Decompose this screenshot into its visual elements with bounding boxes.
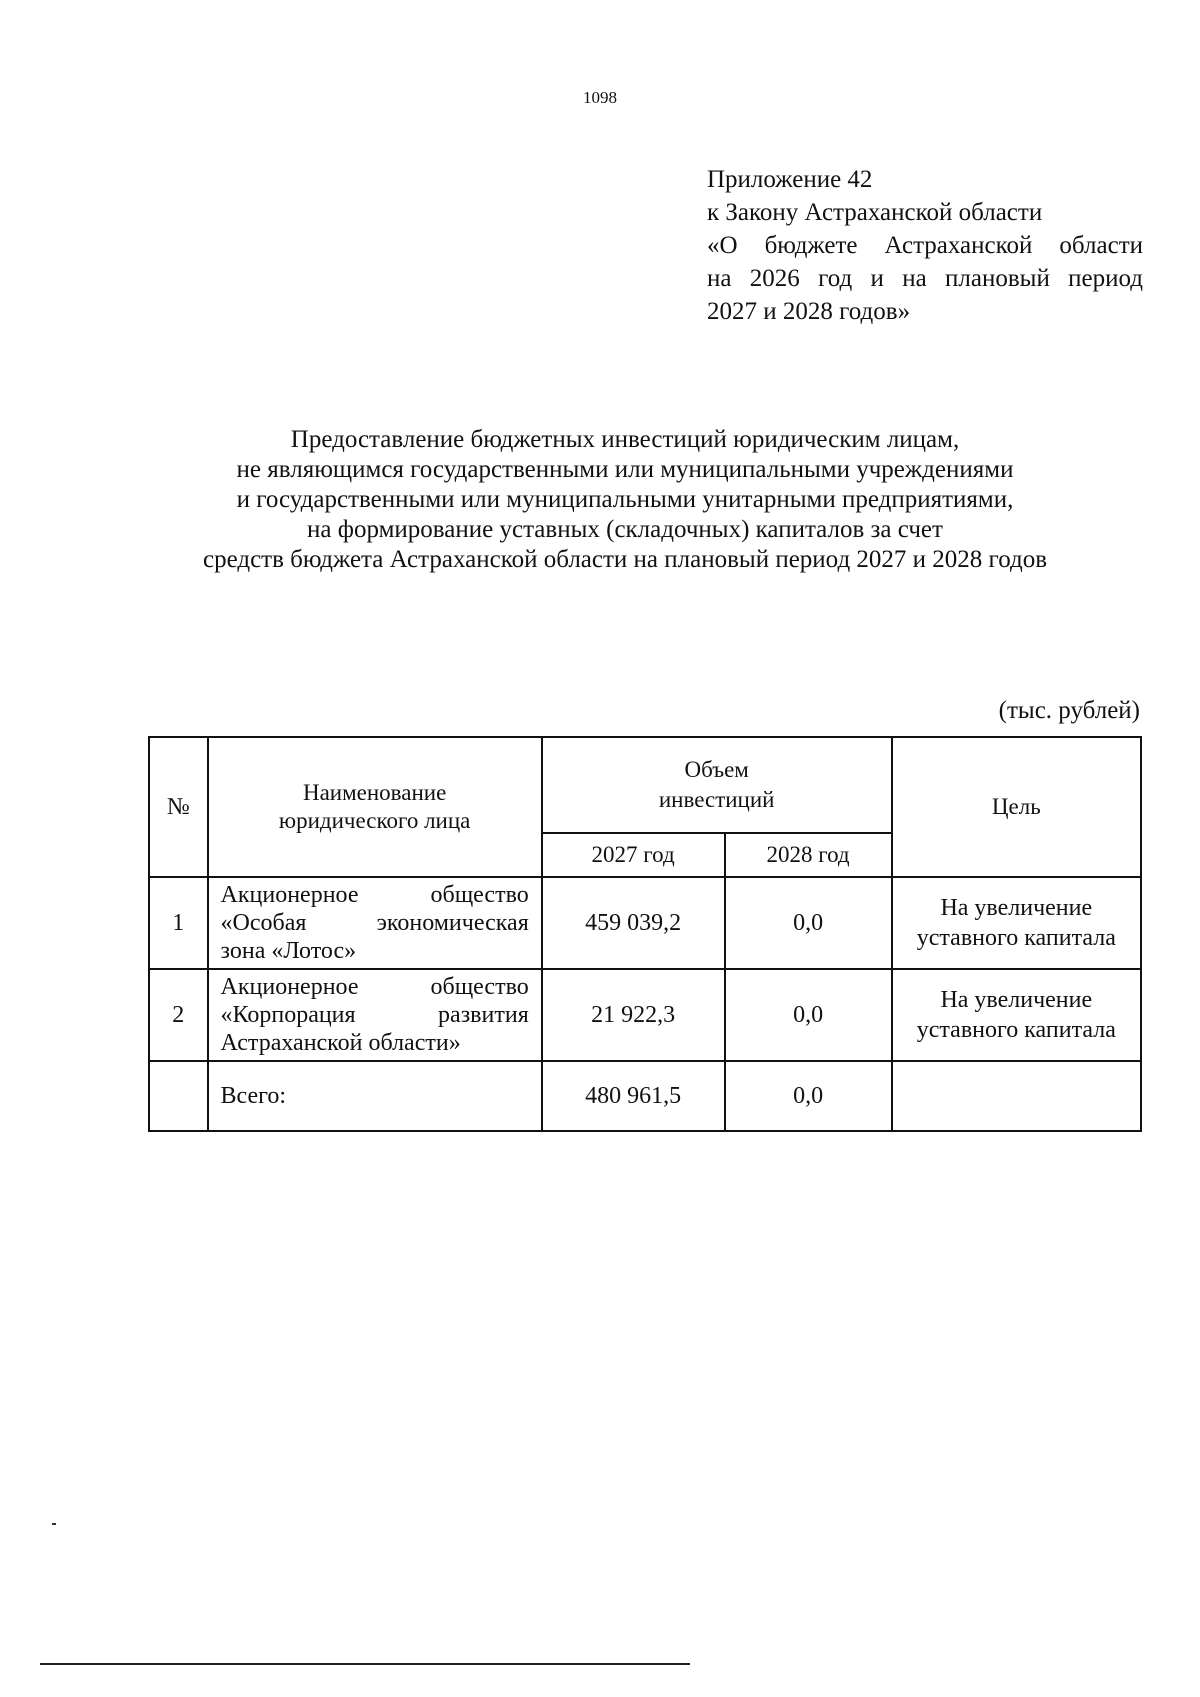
row-num: 2 (149, 969, 208, 1061)
footer-rule (40, 1663, 690, 1665)
appendix-line: к Закону Астраханской области (707, 199, 1043, 226)
name-word: общество (430, 882, 529, 908)
header-volume-line: инвестиций (658, 787, 775, 812)
total-num-empty (149, 1061, 208, 1131)
header-num: № (149, 737, 208, 877)
scan-mark (52, 1523, 56, 1525)
header-year-2028: 2028 год (725, 833, 892, 877)
row-name-line (221, 1001, 529, 1029)
row-name-line: Астраханской области» (220, 1030, 461, 1056)
name-word: экономическая (376, 910, 529, 936)
appendix-header (707, 163, 1143, 328)
total-value-2027: 480 961,5 (542, 1061, 725, 1131)
name-word: Акционерное (220, 882, 359, 908)
header-name (208, 737, 542, 877)
units-label: (тыс. рублей) (998, 697, 1140, 724)
row-goal (892, 969, 1141, 1061)
row-value-2028: 0,0 (725, 969, 892, 1061)
table-row (149, 877, 1141, 969)
row-num: 1 (149, 877, 208, 969)
row-name-line (221, 973, 529, 1001)
row-goal (892, 877, 1141, 969)
name-word: Акционерное (220, 974, 359, 1000)
investments-table (148, 736, 1142, 1132)
table-total-row (149, 1061, 1141, 1131)
row-name-line (221, 881, 529, 909)
header-year-2027: 2027 год (542, 833, 725, 877)
title-line: средств бюджета Астраханской области на плановый период 2027 и 2028 годов (203, 546, 1047, 573)
header-volume-line: Объем (684, 757, 749, 782)
total-value-2028: 0,0 (725, 1061, 892, 1131)
header-name-line: Наименование (302, 780, 447, 805)
row-value-2027: 459 039,2 (542, 877, 725, 969)
row-goal-line: уставного капитала (916, 1017, 1116, 1043)
row-name-line (221, 909, 529, 937)
appendix-line: «О бюджете Астраханской области (707, 232, 1143, 259)
row-name (208, 877, 542, 969)
appendix-line: на 2026 год и на плановый период (707, 265, 1143, 292)
row-goal-line: На увеличение (940, 895, 1093, 921)
row-goal-line: уставного капитала (916, 925, 1116, 951)
header-name-line: юридического лица (278, 808, 471, 833)
table-row (149, 969, 1141, 1061)
name-word: «Особая (220, 910, 307, 936)
page-number: 1098 (583, 88, 617, 107)
document-title (100, 425, 1150, 575)
total-label: Всего: (208, 1061, 542, 1131)
title-line: Предоставление бюджетных инвестиций юридическим лицам, (290, 426, 960, 453)
row-name (208, 969, 542, 1061)
row-value-2028: 0,0 (725, 877, 892, 969)
name-word: «Корпорация (220, 1002, 356, 1028)
title-line: на формирование уставных (складочных) капиталов за счет (307, 516, 943, 543)
name-word: развития (438, 1002, 529, 1028)
row-value-2027: 21 922,3 (542, 969, 725, 1061)
title-line: и государственными или муниципальными унитарными предприятиями, (236, 486, 1014, 513)
appendix-line: Приложение 42 (707, 166, 873, 193)
row-goal-line: На увеличение (940, 987, 1093, 1013)
row-name-line: зона «Лотос» (220, 938, 357, 964)
table-header-row (149, 737, 1141, 833)
header-goal: Цель (892, 737, 1141, 877)
appendix-line: 2027 и 2028 годов» (707, 298, 911, 325)
header-volume (542, 737, 892, 833)
total-goal-empty (892, 1061, 1141, 1131)
title-line: не являющимся государственными или муниципальными учреждениями (236, 456, 1014, 483)
name-word: общество (430, 974, 529, 1000)
